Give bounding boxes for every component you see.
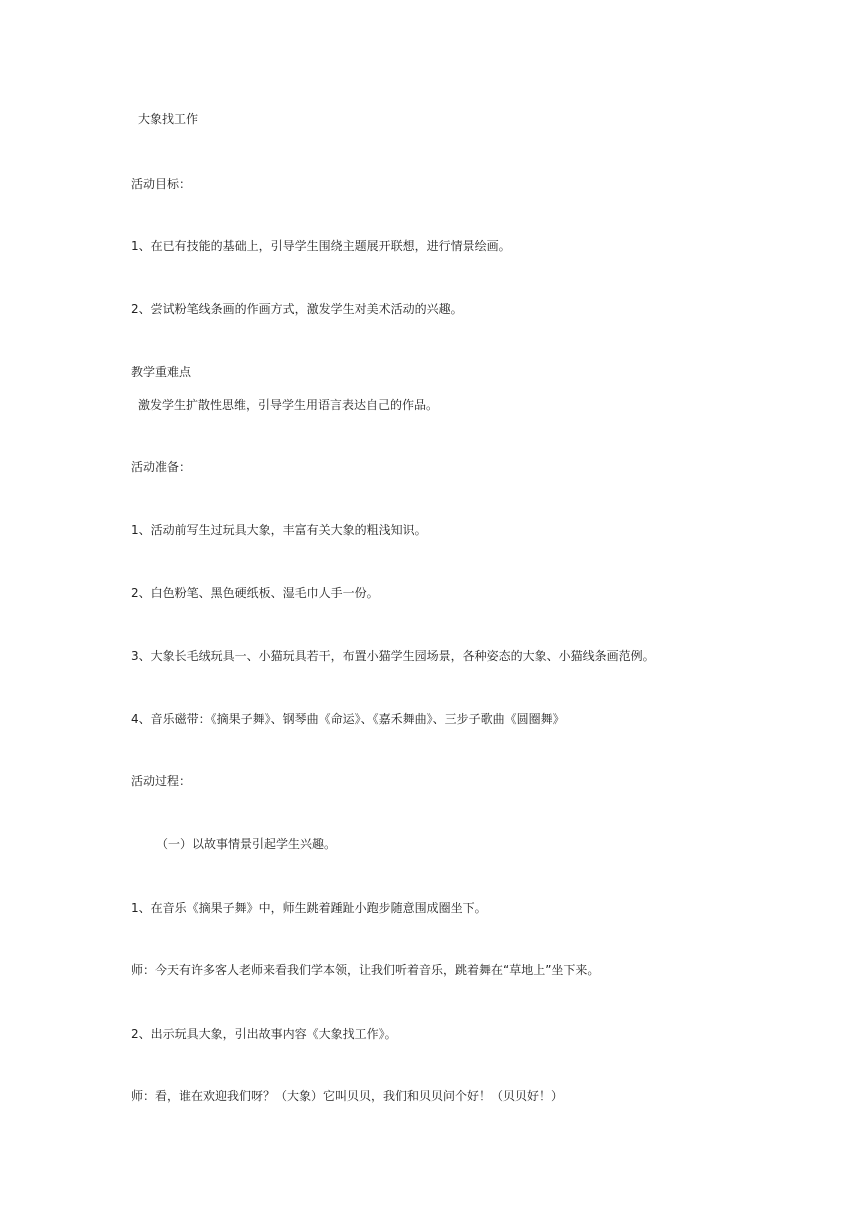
teacher-line-1: 师：今天有许多客人老师来看我们学本领，让我们听着音乐，跳着舞在“草地上”坐下来。 (131, 963, 600, 977)
prep-item-1: 1、活动前写生过玩具大象，丰富有关大象的粗浅知识。 (131, 523, 427, 537)
key-points-heading: 教学重难点 (131, 365, 192, 379)
process-step-2: 2、出示玩具大象，引出故事内容《大象找工作》。 (131, 1027, 397, 1041)
prep-item-3: 3、大象长毛绒玩具一、小猫玩具若干，布置小猫学生园场景，各种姿态的大象、小猫线条画范例。 (131, 649, 655, 663)
prep-heading: 活动准备： (131, 460, 192, 474)
prep-item-2: 2、白色粉笔、黑色硬纸板、湿毛巾人手一份。 (131, 586, 379, 600)
teacher-line-2: 师：看，谁在欢迎我们呀？（大象）它叫贝贝，我们和贝贝问个好！（贝贝好！） (131, 1089, 564, 1103)
process-heading: 活动过程： (131, 774, 192, 788)
goals-heading: 活动目标： (131, 177, 192, 191)
document-title: 大象找工作 (138, 112, 199, 126)
prep-item-4: 4、音乐磁带：《摘果子舞》、钢琴曲《命运》、《嘉禾舞曲》、三步子歌曲《圆圈舞》 (131, 712, 565, 726)
goal-item-2: 2、尝试粉笔线条画的作画方式，激发学生对美术活动的兴趣。 (131, 302, 463, 316)
process-section-1: （一）以故事情景引起学生兴趣。 (156, 837, 337, 851)
key-points-text: 激发学生扩散性思维，引导学生用语言表达自己的作品。 (138, 398, 439, 412)
goal-item-1: 1、在已有技能的基础上，引导学生围绕主题展开联想，进行情景绘画。 (131, 239, 511, 253)
process-step-1: 1、在音乐《摘果子舞》中，师生跳着踵趾小跑步随意围成圈坐下。 (131, 901, 487, 915)
